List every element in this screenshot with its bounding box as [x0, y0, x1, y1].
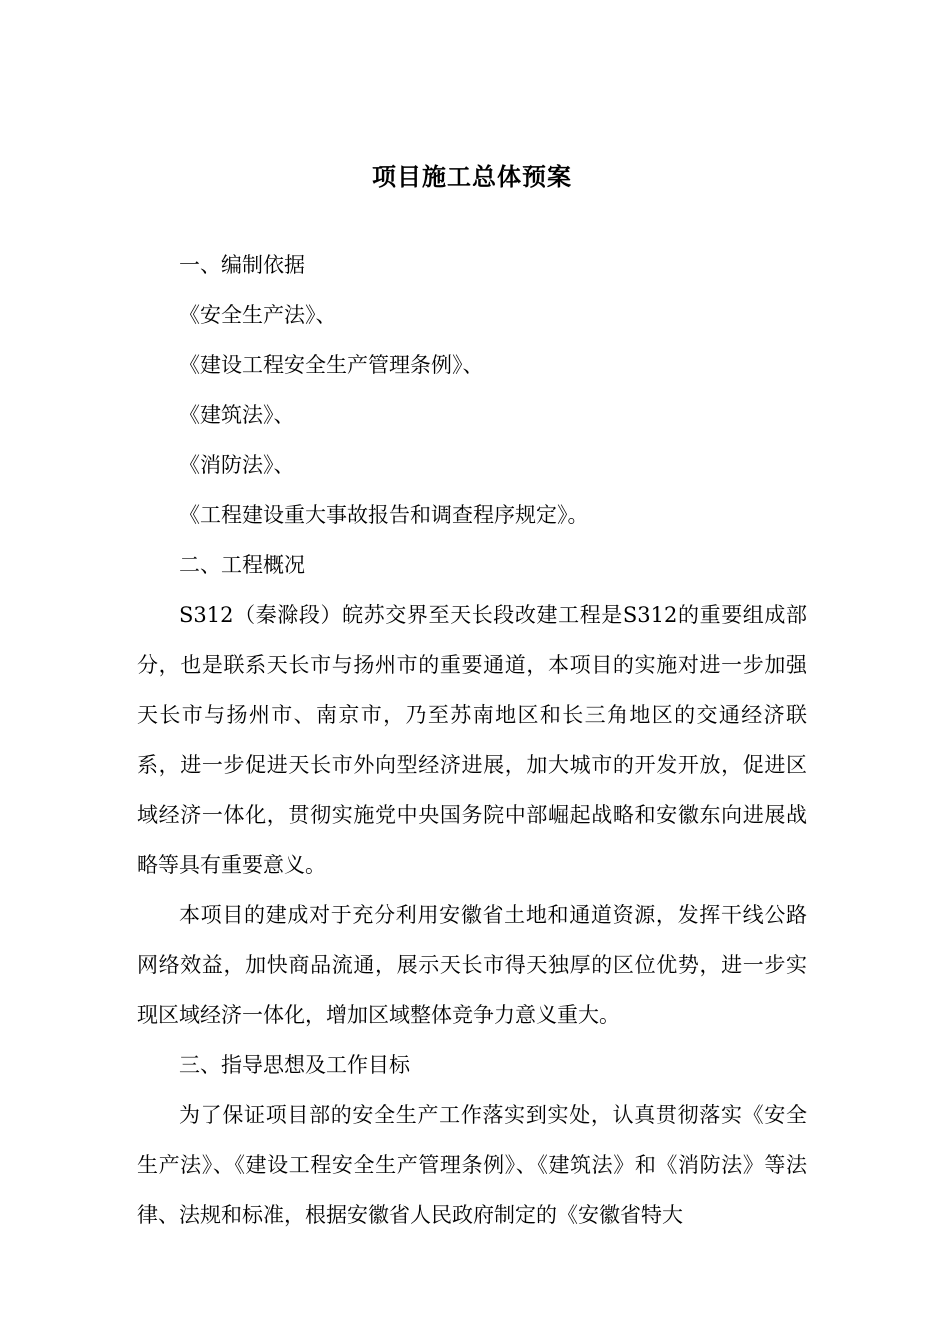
- reference-law-item: 《安全生产法》、: [179, 303, 337, 327]
- reference-law-item: 《工程建设重大事故报告和调查程序规定》。: [179, 503, 589, 527]
- document-body: [137, 152, 807, 1240]
- reference-law-item: 《建设工程安全生产管理条例》、: [179, 353, 484, 377]
- document-title: 项目施工总体预案: [372, 162, 572, 191]
- section-heading-overview: 二、工程概况: [179, 553, 305, 577]
- reference-law-item: 《建筑法》、: [179, 403, 295, 427]
- body-paragraph: 本项目的建成对于充分利用安徽省土地和通道资源，发挥干线公路网络效益，加快商品流通，展示天长市得天独厚的区位优势，进一步实现区域经济一体化，增加区域整体竞争力意义重大。: [137, 903, 807, 1027]
- body-paragraph: 为了保证项目部的安全生产工作落实到实处，认真贯彻落实《安全生产法》、《建设工程安全生产管理条例》、《建筑法》和《消防法》等法律、法规和标准，根据安徽省人民政府制定的《安徽省特大: [137, 1103, 807, 1227]
- reference-law-item: 《消防法》、: [179, 453, 295, 477]
- section-heading-guidance: 三、指导思想及工作目标: [179, 1053, 410, 1077]
- body-paragraph: S312（秦滁段）皖苏交界至天长段改建工程是S312的重要组成部分，也是联系天长市与扬州市的重要通道，本项目的实施对进一步加强天长市与扬州市、南京市，乃至苏南地区和长三角地区的交通经济联系，进一步促进天长市外向型经济进展，加大城市的开发开放，促进区域经济一体化，贯彻实施党中央国务院中部崛起战略和安徽东向进展战略等具有重要意义。: [137, 603, 807, 877]
- section-heading-basis: 一、编制依据: [179, 253, 305, 277]
